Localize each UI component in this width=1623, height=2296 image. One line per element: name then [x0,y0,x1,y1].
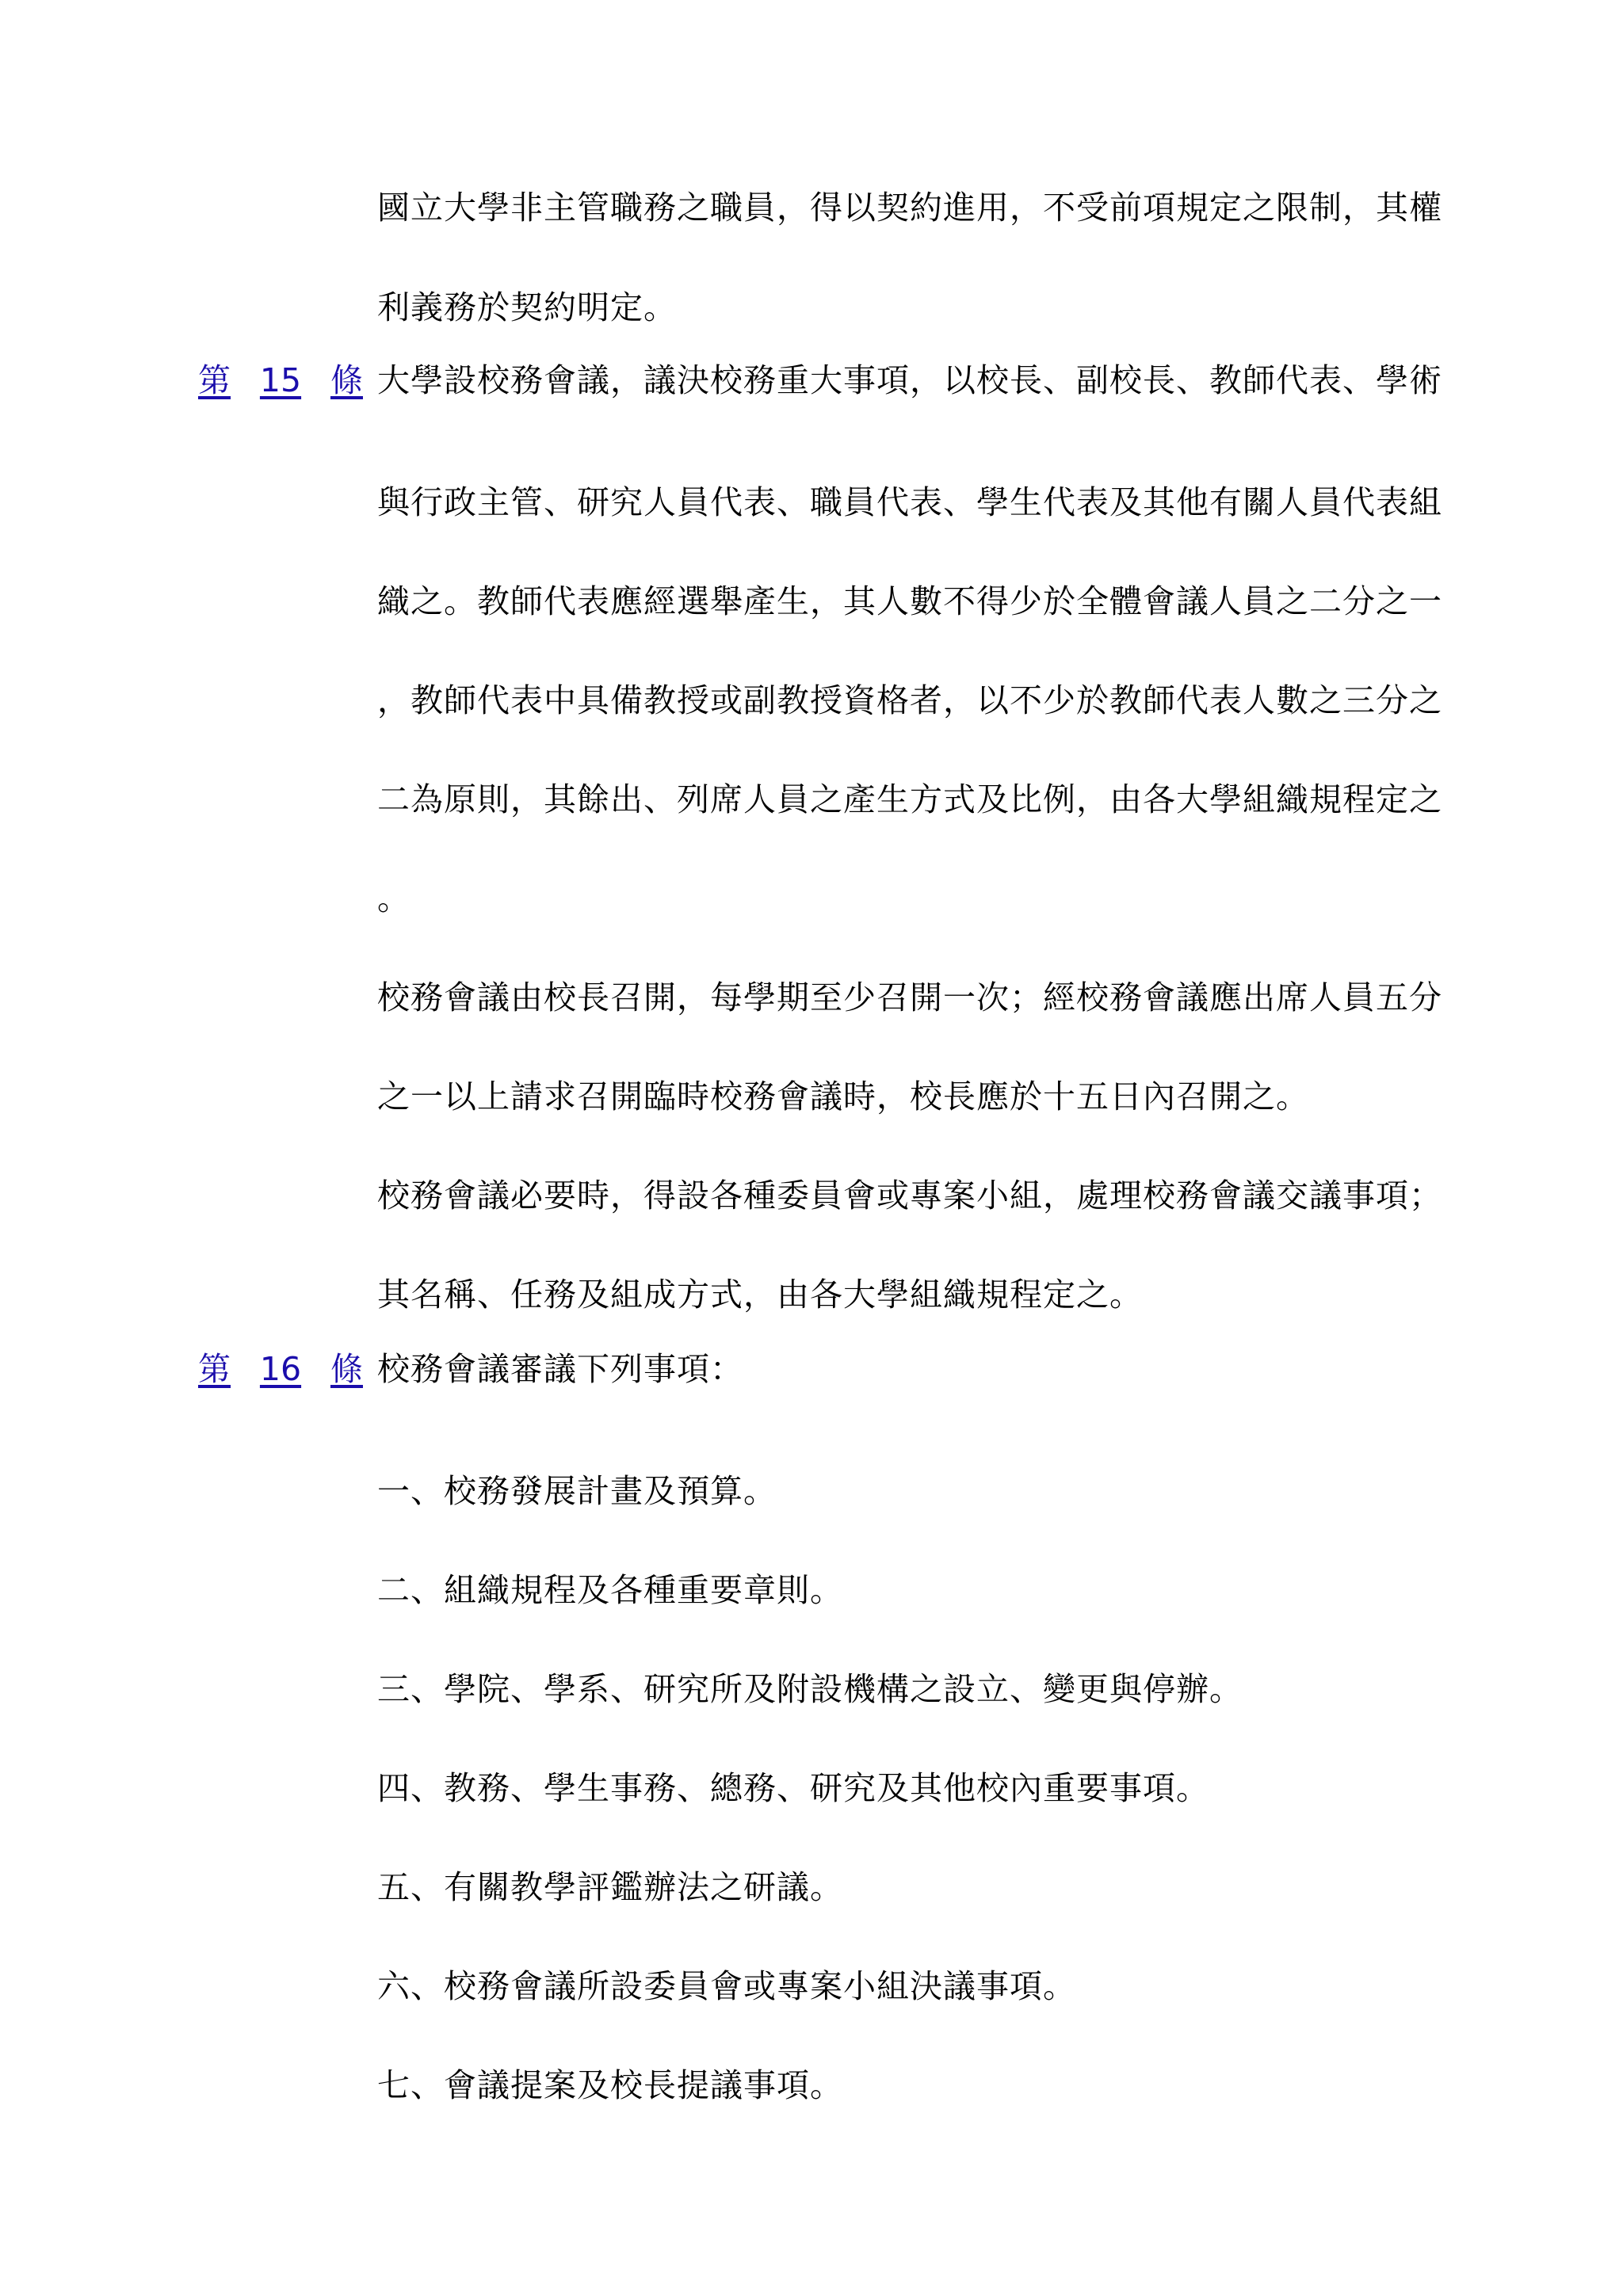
article-link-number: 15 [259,361,302,399]
text-line: 二為原則，其餘出、列席人員之產生方式及比例，由各大學組織規程定之 [377,780,1442,818]
article-link-suffix: 條 [330,1350,363,1388]
list-item: 二、組織規程及各種重要章則。 [377,1571,843,1609]
text-line: 校務會議審議下列事項： [377,1350,743,1388]
text-line: 織之。教師代表應經選舉產生，其人數不得少於全體會議人員之二分之一 [377,582,1442,620]
article-link-prefix: 第 [198,361,231,399]
text-line: 校務會議必要時，得設各種委員會或專案小組，處理校務會議交議事項； [377,1177,1442,1215]
article-link-suffix: 條 [330,361,363,399]
text-line: ，教師代表中具備教授或副教授資格者，以不少於教師代表人數之三分之 [377,681,1442,719]
text-line: 與行政主管、研究人員代表、職員代表、學生代表及其他有關人員代表組 [377,483,1442,521]
text-line: 其名稱、任務及組成方式，由各大學組織規程定之。 [377,1276,1143,1314]
text-line: 大學設校務會議，議決校務重大事項，以校長、副校長、教師代表、學術 [377,361,1442,399]
text-line: 校務會議由校長召開，每學期至少召開一次；經校務會議應出席人員五分 [377,978,1442,1016]
article-16-link[interactable] [198,1347,363,1391]
list-item: 一、校務發展計畫及預算。 [377,1472,777,1510]
list-item: 三、學院、學系、研究所及附設機構之設立、變更與停辦。 [377,1670,1243,1708]
article-link-number: 16 [259,1350,302,1388]
text-line: 利義務於契約明定。 [377,288,677,326]
article-link-prefix: 第 [198,1350,231,1388]
text-line: 國立大學非主管職務之職員，得以契約進用，不受前項規定之限制，其權 [377,189,1442,227]
list-item: 六、校務會議所設委員會或專案小組決議事項。 [377,1967,1076,2005]
list-item: 七、會議提案及校長提議事項。 [377,2066,843,2104]
text-line: 之一以上請求召開臨時校務會議時，校長應於十五日內召開之。 [377,1077,1309,1116]
article-15-link[interactable] [198,358,363,402]
list-item: 四、教務、學生事務、總務、研究及其他校內重要事項。 [377,1769,1209,1807]
text-line: 。 [377,879,411,917]
list-item: 五、有關教學評鑑辦法之研議。 [377,1868,843,1906]
